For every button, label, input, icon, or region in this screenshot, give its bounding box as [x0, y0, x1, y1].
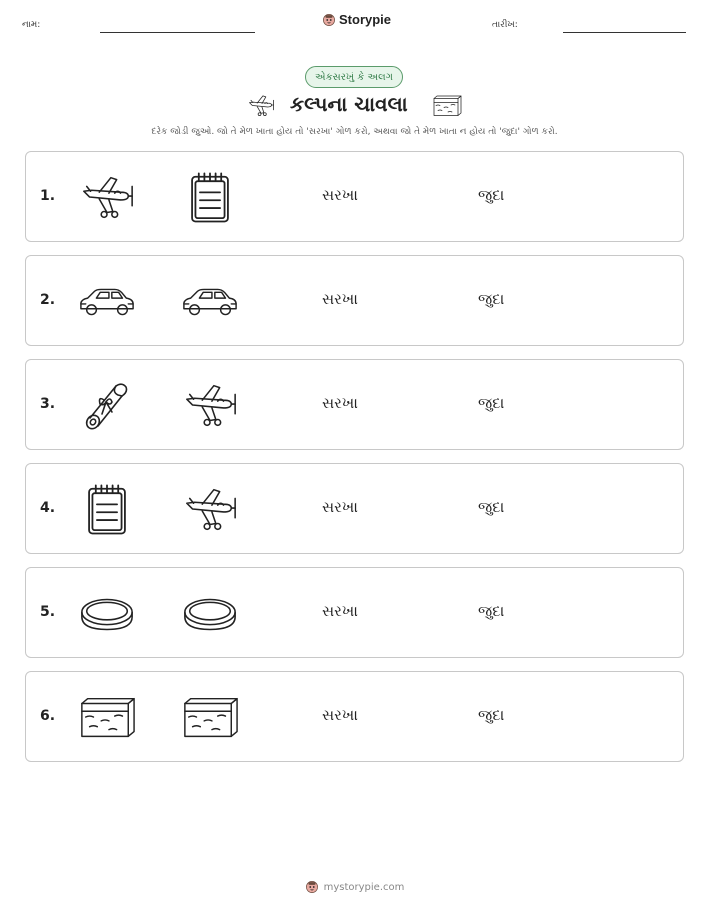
name-label: નામ: [22, 20, 41, 30]
name-field-line[interactable] [100, 32, 255, 33]
worksheet-header [0, 0, 709, 50]
mascot-icon [322, 13, 336, 27]
question-row [25, 671, 684, 762]
different-option[interactable]: જુદા [478, 498, 505, 516]
instructions: દરેક જોડી જુઓ. જો તે મેળ ખાતા હોય તો 'સરખા' ગોળ કરો, અથવા જો તે મેળ ખાતા ન હોય તો 'જુદા' ગોળ કરો. [151, 127, 558, 137]
car-icon [181, 274, 239, 330]
question-row [25, 567, 684, 658]
question-row [25, 255, 684, 346]
same-option[interactable]: સરખા [322, 498, 358, 516]
same-option[interactable]: સરખા [322, 186, 358, 204]
brand-logo [322, 12, 391, 27]
question-row [25, 359, 684, 450]
different-option[interactable]: જુદા [478, 706, 505, 724]
ring-icon [78, 586, 136, 642]
ring-icon [181, 586, 239, 642]
footer-url[interactable]: mystorypie.com [323, 881, 405, 893]
date-field-line[interactable] [563, 32, 686, 33]
same-option[interactable]: સરખા [322, 706, 358, 724]
diploma-scroll-icon [78, 378, 136, 434]
question-number: 5. [40, 604, 56, 620]
notepad-icon [181, 170, 239, 226]
airplane-icon [181, 482, 239, 538]
different-option[interactable]: જુદા [478, 602, 505, 620]
brand-name: Storypie [339, 12, 392, 27]
water-tank-icon [432, 94, 462, 118]
question-row [25, 463, 684, 554]
date-label: તારીખ: [492, 20, 518, 30]
different-option[interactable]: જુદા [478, 290, 505, 308]
airplane-icon [181, 378, 239, 434]
water-tank-icon [181, 690, 239, 746]
water-tank-icon [78, 690, 136, 746]
mascot-icon [305, 880, 319, 894]
same-option[interactable]: સરખા [322, 394, 358, 412]
different-option[interactable]: જુદા [478, 394, 505, 412]
question-number: 4. [40, 500, 56, 516]
page-title: કલ્પના ચાવલા [290, 92, 408, 116]
same-option[interactable]: સરખા [322, 602, 358, 620]
question-number: 3. [40, 396, 56, 412]
question-number: 6. [40, 708, 56, 724]
car-icon [78, 274, 136, 330]
title-row [0, 90, 709, 124]
footer [0, 880, 709, 894]
same-option[interactable]: સરખા [322, 290, 358, 308]
notepad-icon [78, 482, 136, 538]
question-number: 2. [40, 292, 56, 308]
airplane-icon [78, 170, 136, 226]
airplane-icon [246, 94, 276, 118]
question-row [25, 151, 684, 242]
question-number: 1. [40, 188, 56, 204]
activity-badge: એકસરખું કે અલગ [305, 66, 403, 88]
different-option[interactable]: જુદા [478, 186, 505, 204]
